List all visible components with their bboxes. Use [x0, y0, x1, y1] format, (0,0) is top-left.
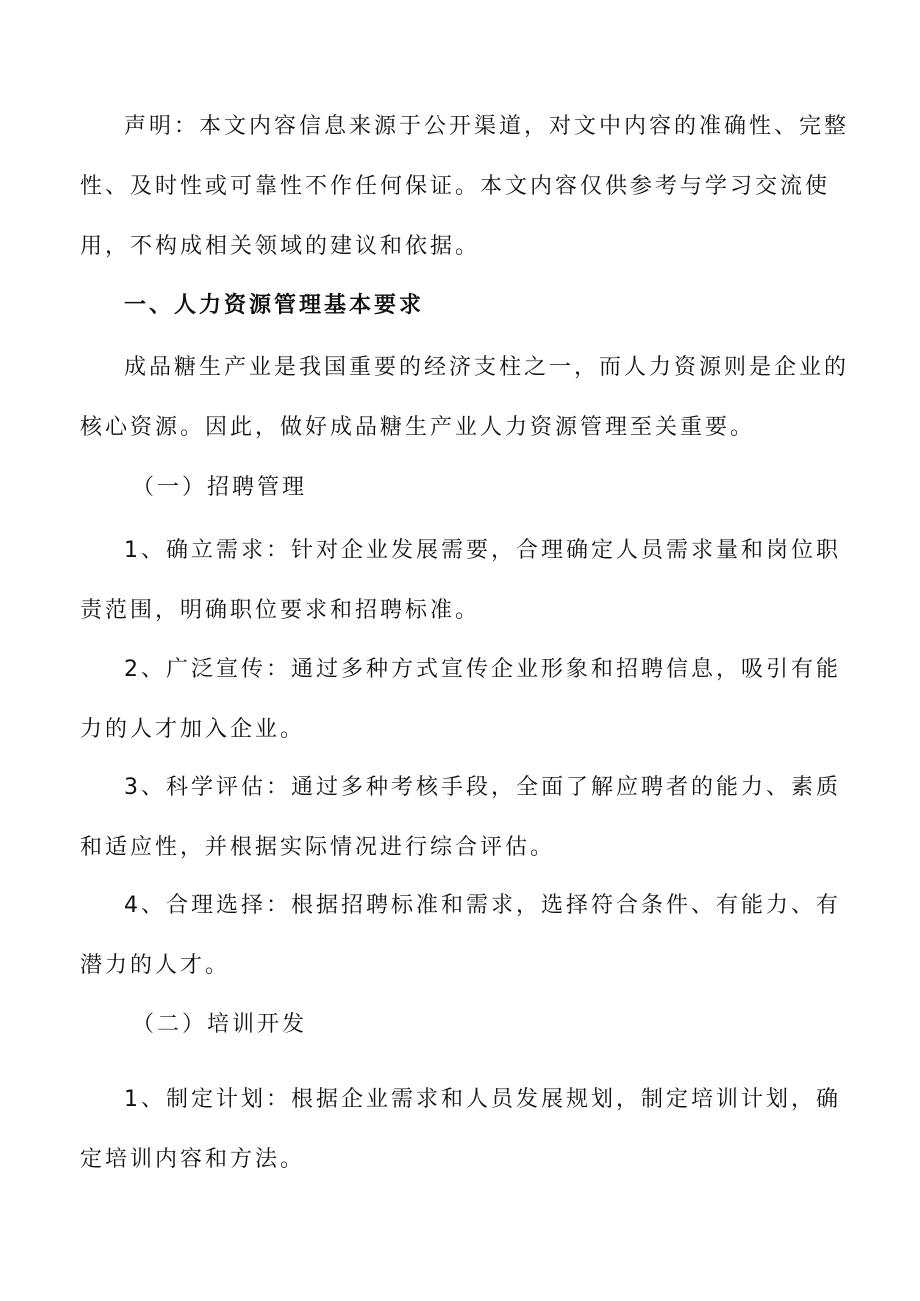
subsection-heading-recruitment: （一）招聘管理: [132, 475, 308, 500]
disclaimer-paragraph: 声明：本文内容信息来源于公开渠道，对文中内容的准确性、完整性、及时性或可靠性不作任何保证。本文内容仅供参考与学习交流使用，不构成相关领域的建议和依据。: [80, 114, 850, 259]
recruitment-item-4: 4、合理选择：根据招聘标准和需求，选择符合条件、有能力、有潜力的人才。: [80, 893, 841, 978]
recruitment-item-3: 3、科学评估：通过多种考核手段，全面了解应聘者的能力、素质和适应性，并根据实际情况进行综合评估。: [80, 775, 841, 860]
training-item-1-line-1: 1、制定计划：根据企业需求和人员发展规划，制定培训计划，确: [124, 1087, 841, 1112]
training-item-1-line-2: 定培训内容和方法。: [80, 1147, 306, 1172]
subsection-heading-training: （二）培训开发: [132, 1012, 308, 1037]
section-heading-hr-requirements: 一、人力资源管理基本要求: [124, 293, 425, 318]
section-intro-paragraph: 成品糖生产业是我国重要的经济支柱之一，而人力资源则是企业的核心资源。因此，做好成品糖生产业人力资源管理至关重要。: [80, 355, 850, 440]
recruitment-item-1: 1、确立需求：针对企业发展需要，合理确定人员需求量和岗位职责范围，明确职位要求和招聘标准。: [80, 538, 841, 623]
recruitment-item-2: 2、广泛宣传：通过多种方式宣传企业形象和招聘信息，吸引有能力的人才加入企业。: [80, 657, 841, 742]
